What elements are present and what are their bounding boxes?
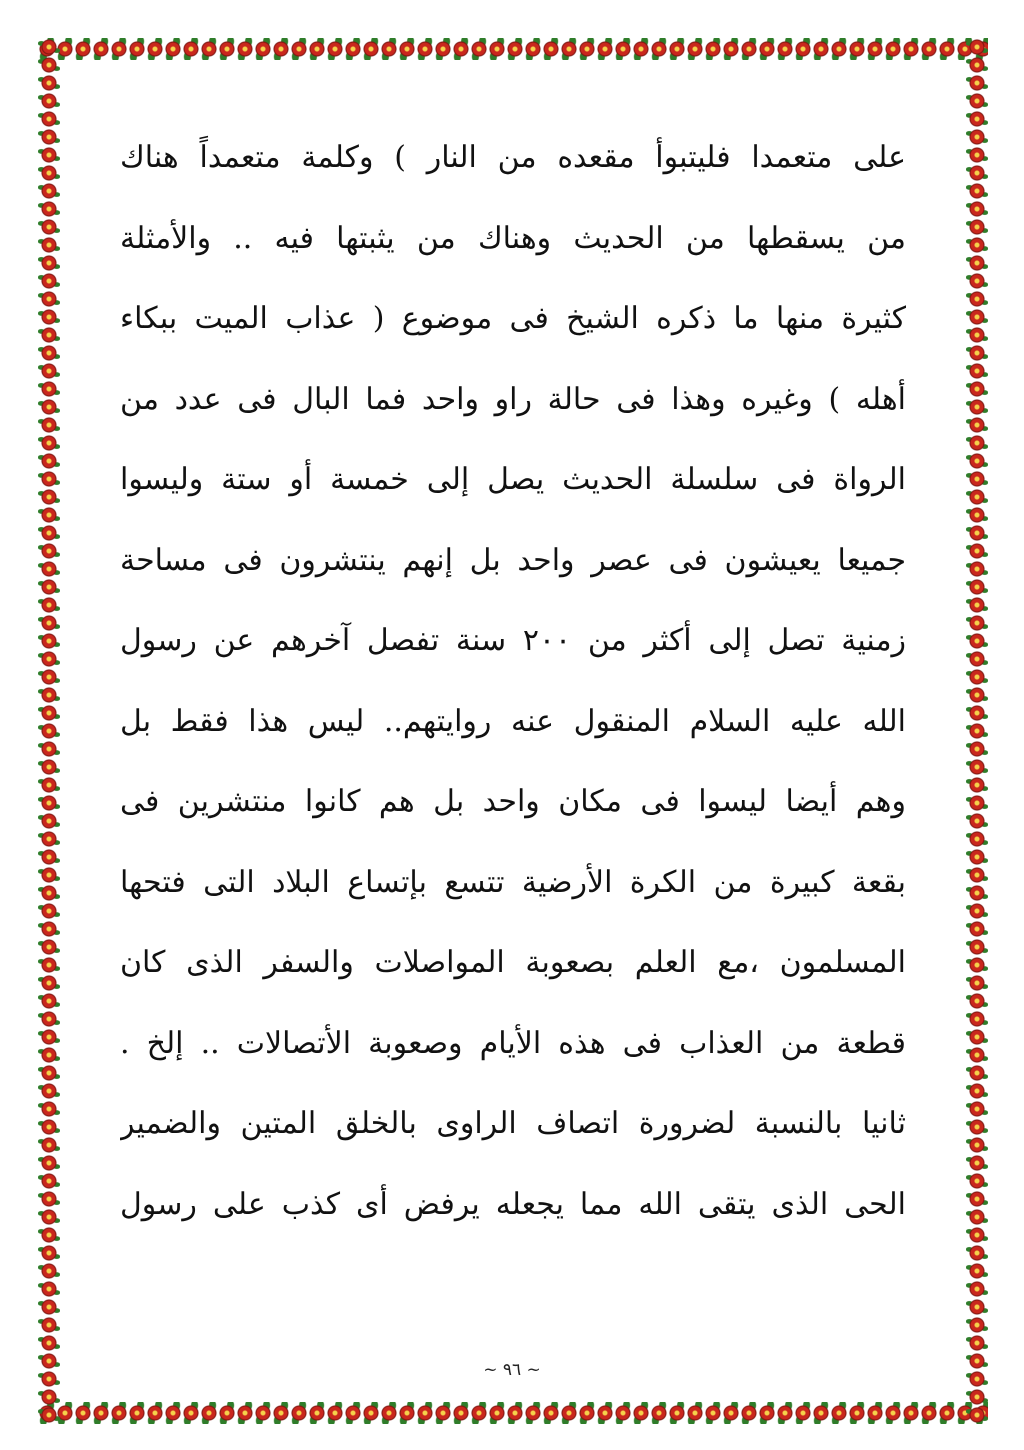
text-line: بقعة كبيرة من الكرة الأرضية تتسع بإتساع البلاد التى فتحها: [120, 864, 906, 900]
text-line: وهم أيضا ليسوا فى مكان واحد بل هم كانوا منتشرين فى: [120, 784, 906, 819]
text-line: جميعا يعيشون فى عصر واحد بل إنهم ينتشرون فى مساحة: [120, 542, 906, 578]
text-line: قطعة من العذاب فى هذه الأيام وصعوبة الأتصالات .. إلخ .: [120, 1025, 906, 1061]
border-right-flowers: [966, 38, 988, 1424]
page-body-text: [120, 118, 906, 1245]
page-number: ~ ٩٦ ~: [483, 1360, 541, 1380]
text-line: الحى الذى يتقى الله مما يجعله يرفض أى كذب على رسول: [120, 1186, 906, 1222]
text-line: الله عليه السلام المنقول عنه روايتهم.. ليس هذا فقط بل: [120, 703, 906, 739]
text-line: من يسقطها من الحديث وهناك من يثبتها فيه .. والأمثلة: [120, 220, 906, 256]
text-line: على متعمدا فليتبوأ مقعده من النار ) وكلمة متعمداً هناك: [120, 140, 906, 175]
border-bottom-flowers: [38, 1402, 988, 1424]
text-line: زمنية تصل إلى أكثر من ٢٠٠ سنة تفصل آخرهم عن رسول: [120, 623, 906, 658]
text-line: كثيرة منها ما ذكره الشيخ فى موضوع ( عذاب الميت ببكاء: [120, 301, 906, 336]
text-line: المسلمون ،مع العلم بصعوبة المواصلات والسفر الذى كان: [120, 945, 906, 980]
border-left-flowers: [38, 38, 60, 1424]
text-line: الرواة فى سلسلة الحديث يصل إلى خمسة أو ستة وليسوا: [120, 462, 906, 497]
text-line: ثانيا بالنسبة لضرورة اتصاف الراوى بالخلق المتين والضمير: [120, 1106, 906, 1141]
border-top-flowers: [38, 38, 988, 60]
text-line: أهله ) وغيره وهذا فى حالة راو واحد فما البال فى عدد من: [120, 381, 906, 417]
